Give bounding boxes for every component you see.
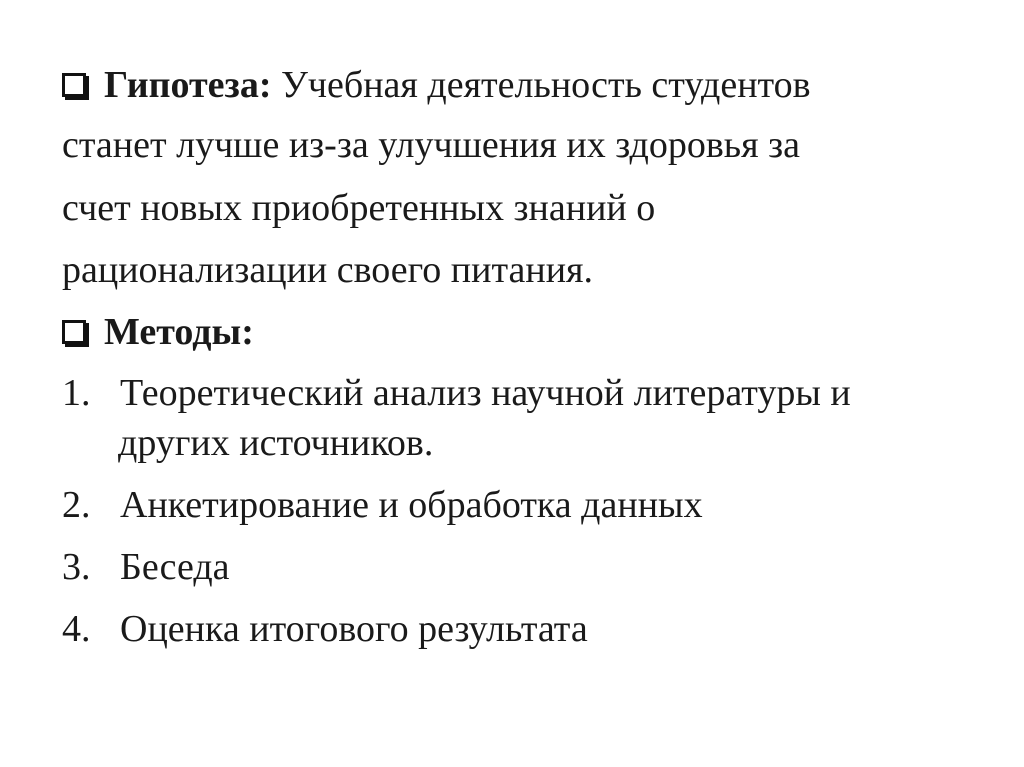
method-text-4: Оценка итогового результата [120,608,588,650]
methods-heading [62,309,254,355]
hypothesis-line-3: счет новых приобретенных знаний о [62,187,656,229]
method-text-3: Беседа [120,546,230,588]
method-item-1 [62,370,851,416]
method-number-3: 3. [62,546,91,588]
method-text-1a: Теоретический анализ научной литературы и [120,372,851,414]
methods-label: Методы: [104,311,254,353]
method-item-2 [62,482,703,528]
hypothesis-label: Гипотеза: [104,64,272,106]
method-number-2: 2. [62,484,91,526]
hypothesis-text-1: Учебная деятельность студентов [280,64,811,106]
method-item-4 [62,606,588,652]
method-number-4: 4. [62,608,91,650]
checkbox-bullet-icon [62,320,86,344]
method-number-1: 1. [62,372,91,414]
method-text-1b: других источников. [118,422,434,464]
hypothesis-line-2: станет лучше из-за улучшения их здоровья за [62,124,800,166]
checkbox-bullet-icon [62,73,86,97]
method-text-2: Анкетирование и обработка данных [120,484,703,526]
hypothesis-line-4: рационализации своего питания. [62,249,594,291]
method-item-3 [62,544,230,590]
hypothesis-line-1 [62,62,811,108]
